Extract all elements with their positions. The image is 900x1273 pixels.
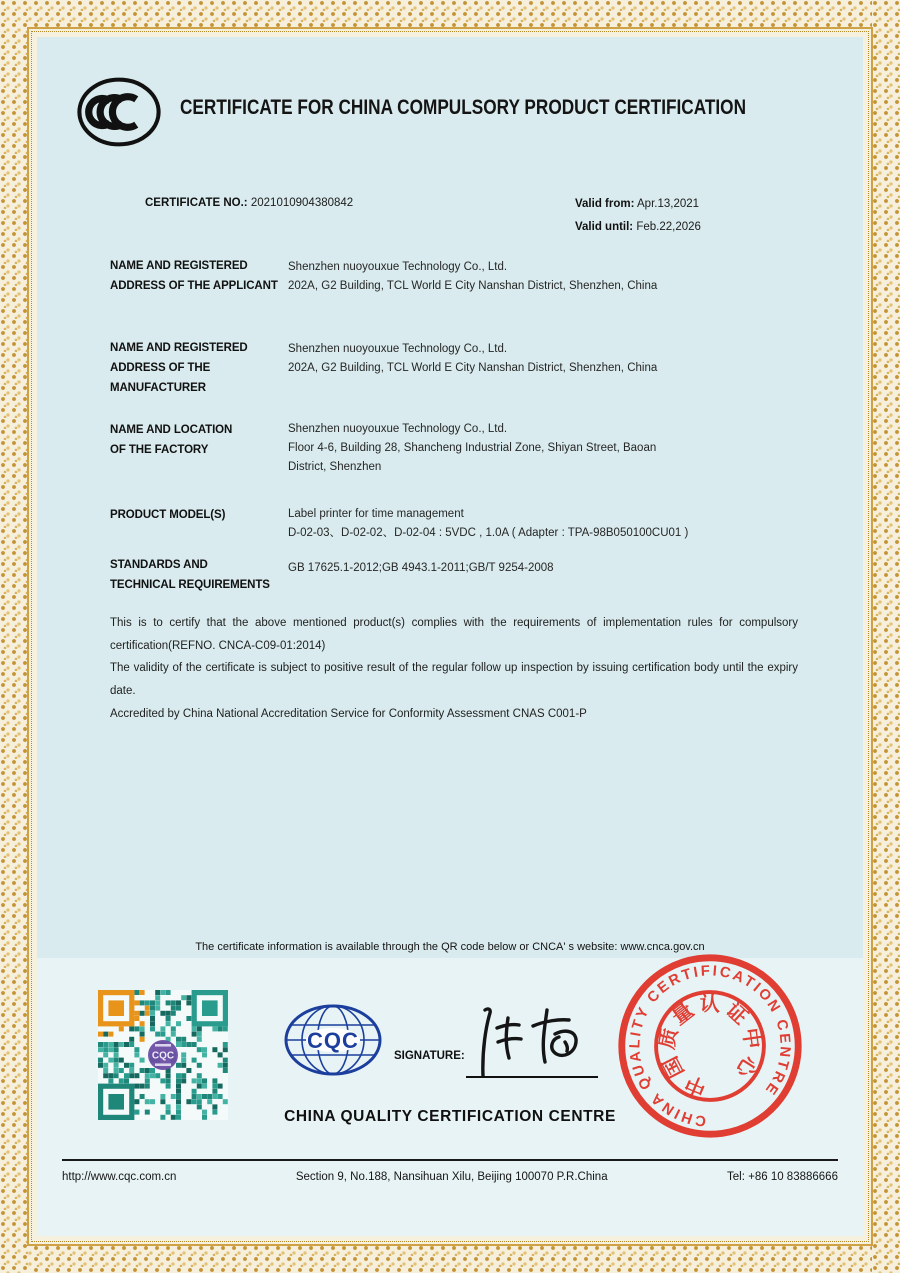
- manufacturer-value: Shenzhen nuoyouxue Technology Co., Ltd. 202A, G2 Building, TCL World E City Nanshan District, Shenzhen, China: [288, 343, 658, 374]
- svg-text:CQC: CQC: [151, 1050, 175, 1062]
- valid-until-label: Valid until:: [575, 221, 634, 233]
- seal-ring-text: CHINA QUALITY CERTIFICATION CENTRE: [627, 963, 793, 1129]
- applicant-value: Shenzhen nuoyouxue Technology Co., Ltd. 202A, G2 Building, TCL World E City Nanshan District, Shenzhen, China: [288, 261, 658, 292]
- product-models-value: Label printer for time management D-02-03、D-02-02、D-02-04 : 5VDC , 1.0A ( Adapter : TPA-98B050100CU01 ): [288, 508, 689, 539]
- issuer-name: CHINA QUALITY CERTIFICATION CENTRE: [284, 1108, 616, 1125]
- qr-info-line: The certificate information is available through the QR code below or CNCA' s website: www.cnca.gov.cn: [195, 941, 705, 953]
- frame-ornament-bottom: [0, 1245, 900, 1273]
- valid-from-value: Apr.13,2021: [637, 198, 700, 210]
- frame-ornament-right: [872, 0, 900, 1273]
- qr-code: [98, 990, 228, 1120]
- certificate-number-row: [145, 197, 353, 209]
- signature-line: [466, 1076, 598, 1078]
- valid-from-label: Valid from:: [575, 198, 635, 210]
- footer: [62, 1171, 838, 1183]
- signature-label: SIGNATURE:: [394, 1050, 465, 1062]
- valid-from-row: [575, 198, 699, 210]
- certificate-number-label: CERTIFICATE NO.:: [145, 197, 248, 209]
- footer-website: http://www.cqc.com.cn: [62, 1171, 177, 1183]
- footer-address: Section 9, No.188, Nansihuan Xilu, Beijing 100070 P.R.China: [295, 1171, 608, 1183]
- footer-tel: Tel: +86 10 83886666: [727, 1171, 838, 1183]
- certificate-title: CERTIFICATE FOR CHINA COMPULSORY PRODUCT CERTIFICATION: [180, 96, 747, 119]
- frame-ornament-top: [0, 0, 900, 28]
- frame-ornament-left: [0, 0, 28, 1273]
- footer-divider: [62, 1159, 838, 1161]
- ccc-mark-icon: [74, 74, 164, 150]
- manufacturer-label: NAME AND REGISTERED ADDRESS OF THE MANUFACTURER: [110, 342, 248, 394]
- certification-statements: [110, 612, 798, 726]
- seal-inner-text: 中国质量认证中心: [655, 992, 765, 1100]
- product-models-label: PRODUCT MODEL(S): [110, 509, 226, 521]
- valid-until-value: Feb.22,2026: [636, 221, 701, 233]
- statement-compliance: This is to certify that the above mentioned product(s) complies with the requirements of implementation rules for compulsory certification(REFNO. CNCA-C09-01:2014): [110, 617, 798, 652]
- signature-handwriting: [455, 1000, 605, 1080]
- statement-validity: The validity of the certificate is subject to positive result of the regular follow up inspection by issuing certification body until the expiry date.: [110, 662, 798, 698]
- certificate-number-value: 2021010904380842: [250, 197, 354, 209]
- factory-value: Shenzhen nuoyouxue Technology Co., Ltd. Floor 4-6, Building 28, Shancheng Industrial Zone, Shiyan Street, Baoan District, Shenzhen: [288, 423, 657, 473]
- statement-accreditation: Accredited by China National Accreditation Service for Conformity Assessment CNAS C001-P: [110, 707, 587, 720]
- factory-label: NAME AND LOCATION OF THE FACTORY: [110, 424, 233, 456]
- applicant-label: NAME AND REGISTERED ADDRESS OF THE APPLICANT: [110, 260, 278, 292]
- cqc-globe-logo: [282, 1002, 384, 1078]
- cqc-logo-text: CQC: [307, 1028, 359, 1053]
- standards-label: STANDARDS AND TECHNICAL REQUIREMENTS: [110, 559, 270, 591]
- standards-value: GB 17625.1-2012;GB 4943.1-2011;GB/T 9254-2008: [288, 562, 554, 574]
- valid-until-row: [575, 221, 701, 233]
- svg-text:中国质量认证中心: [648, 984, 771, 1106]
